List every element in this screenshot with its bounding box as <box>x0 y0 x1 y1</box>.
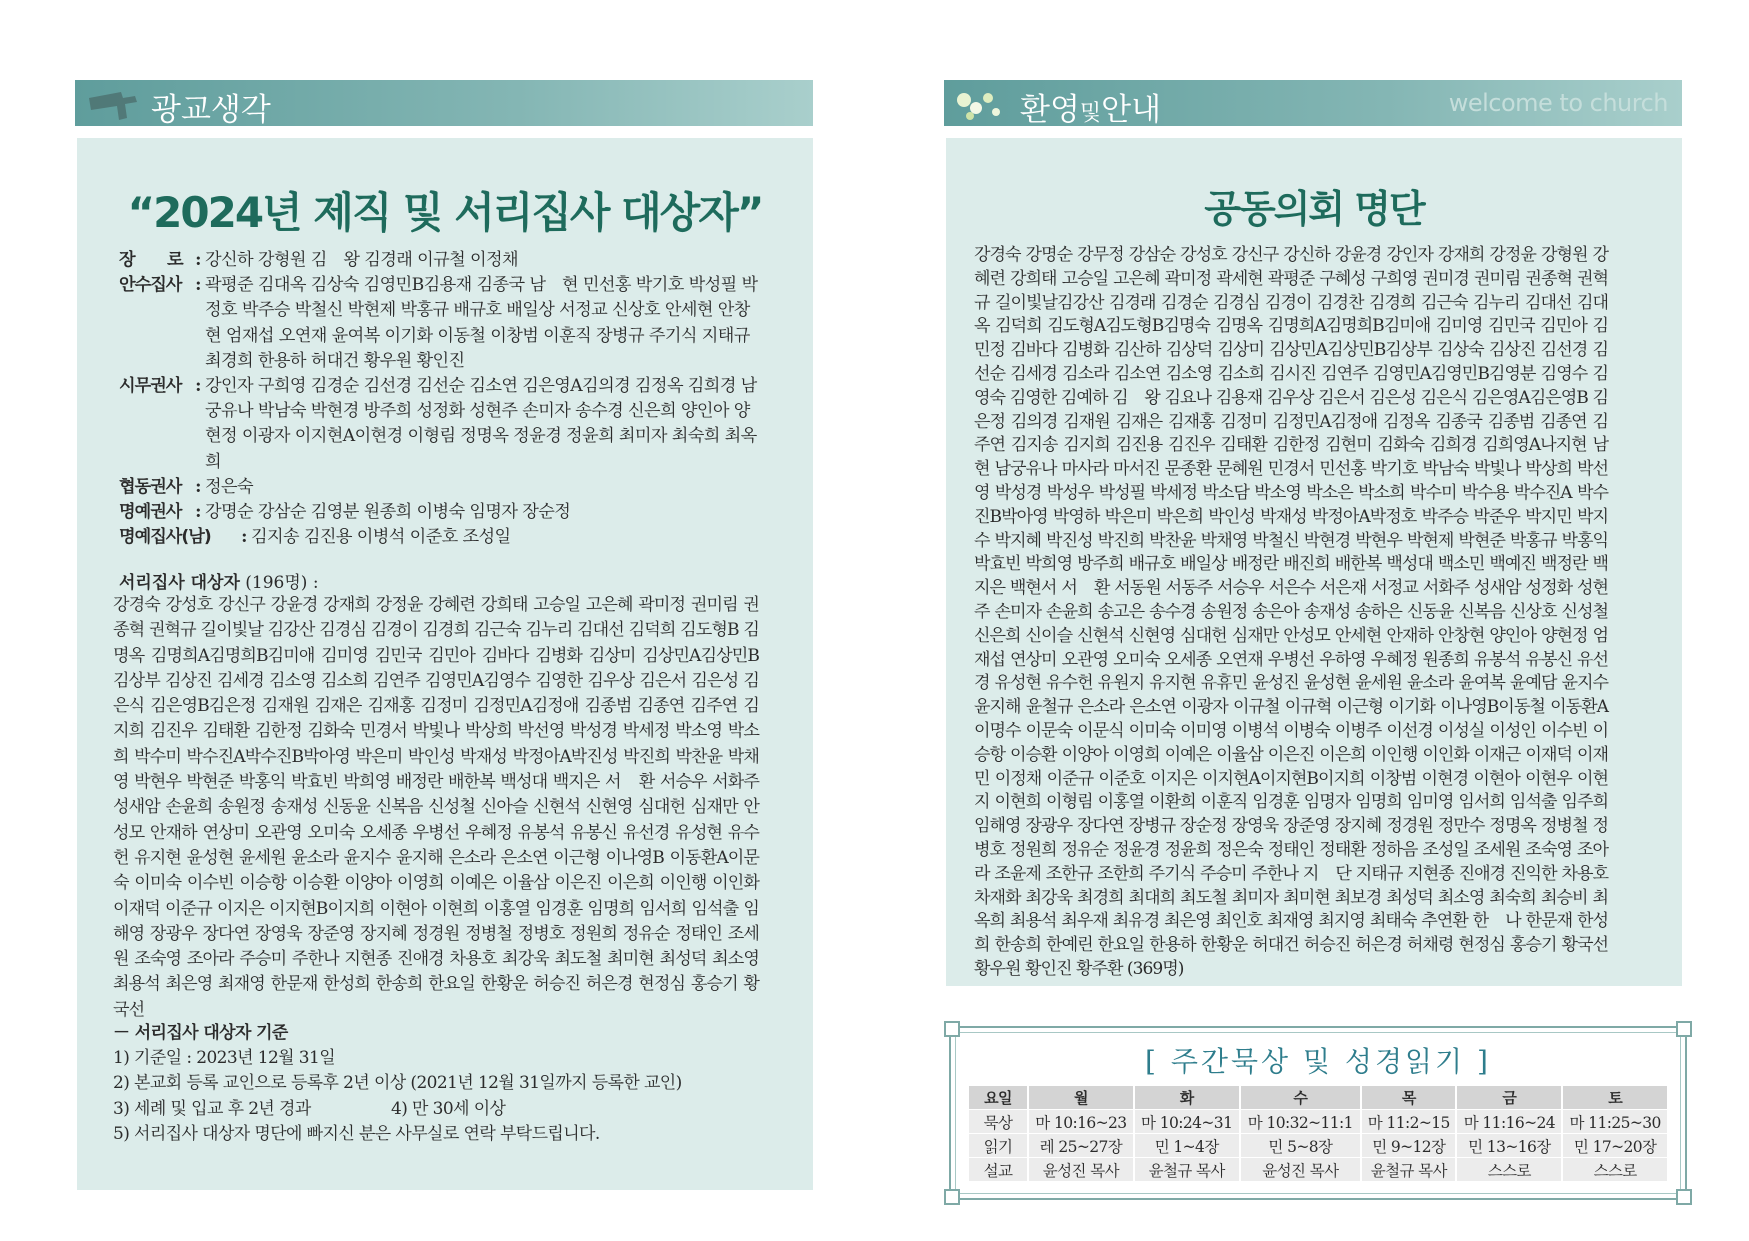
cross-icon <box>81 88 139 122</box>
seori-criteria <box>113 1021 773 1147</box>
seori-label: 서리집사 대상자 <box>119 573 240 593</box>
schedule-cell: 윤철규 목사 <box>1361 1158 1456 1182</box>
right-section-title: 환영및안내 <box>1020 92 1162 128</box>
role-label: 시무권사 <box>119 376 182 397</box>
role-row: 장 로 : 강신하 강형원 김 왕 김경래 이규철 이정채 <box>119 248 759 273</box>
role-names: 곽평준 김대옥 김상숙 김영민B김용재 김종국 남 현 민선홍 박기호 박성필 박정호 박주승 박철신 박현제 박홍규 배규호 배일상 서정교 신상호 안세현 안창현 엄재섭 오연재 윤여복 이기화 이동철 이창범 이훈직 장병규 주기식 지태규 최경희 한용하 허대건 황우원 황인진 <box>205 275 758 371</box>
schedule-header-row <box>969 1086 1667 1110</box>
flower-icon <box>950 88 1008 122</box>
schedule-row-label: 읽기 <box>969 1134 1028 1158</box>
criteria-item: 3) 세례 및 입교 후 2년 경과 <box>113 1098 311 1119</box>
schedule-cell: 윤성진 목사 <box>1240 1158 1362 1182</box>
reading-schedule-table <box>969 1086 1667 1182</box>
role-row: 협동권사 : 정은숙 <box>119 475 759 500</box>
welcome-caption: welcome to church <box>1448 89 1668 117</box>
seori-count: (196명) : <box>245 573 319 593</box>
role-names: 강명순 강삼순 김영분 원종희 이병숙 임명자 장순정 <box>205 502 571 523</box>
seori-heading <box>119 568 319 593</box>
role-row: 명예권사 : 강명순 강삼순 김영분 원종희 이병숙 임명자 장순정 <box>119 500 759 525</box>
schedule-row-reading <box>969 1134 1667 1158</box>
frame-corner <box>1676 1189 1692 1205</box>
role-label: 장 로 <box>119 250 183 270</box>
schedule-header-cell: 월 <box>1028 1086 1134 1110</box>
schedule-header-cell: 금 <box>1456 1086 1562 1110</box>
role-names: 김지송 김진용 이병석 이준호 조성일 <box>251 527 511 548</box>
schedule-row-meditation <box>969 1110 1667 1134</box>
frame-corner <box>1676 1021 1692 1037</box>
schedule-cell: 윤성진 목사 <box>1028 1158 1134 1182</box>
council-names: 강경숙 강명순 강무정 강삼순 강성호 강신구 강신하 강윤경 강인자 강재희 강정윤 강형원 강혜련 강희태 고승일 고은혜 곽미정 곽세현 곽평준 구혜성 구희영 권미경 권미림 권종혁 권혁규 길이빛날김강산 김경래 김경순 김경심 김경이 김경찬 김경희 김근숙 김누리 김대선 김대옥 김덕희 김도형A김도형B김명숙 김명옥 김명희A김명희B김미애 김미영 김민국 김민아 김민정 김바다 김병화 김산하 김상덕 김상미 김상민A김상민B김상부 김상숙 김상진 김선경 김선순 김세경 김소라 김소연 김소영 김소희 김시진 김연주 김영민A김영민B김영분 김영수 김영숙 김영한 김예하 김 왕 김요나 김용재 김우상 김은서 김은성 김은식 김은영A김은영B 김은정 김의경 김재원 김재은 김재홍 김정미 김정민A김정애 김정옥 김종국 김종범 김종연 김주연 김지송 김지희 김진용 김진우 김태환 김한정 김현미 김화숙 김희경 김희영A나지현 남 현 남궁유나 마사라 마서진 문종환 문혜원 민경서 민선홍 박기호 박남숙 박빛나 박상희 박선영 박성경 박성우 박성필 박세정 박소담 박소영 박소은 박소희 박수미 박수용 박수진A 박수진B박아영 박영하 박은미 박은희 박인성 박재성 박정아A박정호 박주승 박준우 박지민 박지수 박지혜 박진성 박진희 박찬윤 박채영 박철신 박현경 박현우 박현제 박현준 박홍규 박홍익 박효빈 박희영 방주희 배규호 배일상 배정란 배진희 배한복 백성대 백소민 백예진 백정란 백지은 백현서 서 환 서동원 서동주 서승우 서은수 서은재 서정교 서화주 성새암 성정화 성현주 손미자 손윤희 송고은 송수경 송원정 송은아 송재성 송하은 신동윤 신복음 신상호 신성철 신은희 신이슬 신현석 신현영 심대헌 심재만 안성모 안세현 안재하 안창현 양인아 양현정 엄재섭 연상미 오관영 오미숙 오세종 오연재 우병선 우하영 우혜정 원종희 유봉석 유봉신 유선경 유성현 유수헌 유원지 유지현 유휴민 윤성진 윤성현 윤세원 윤소라 윤여복 윤예담 윤지수 윤지해 윤철규 은소라 은소연 이광자 이규철 이규혁 이근형 이기화 이나영B이동철 이동환A이명수 이문숙 이문식 이미숙 이미영 이병석 이병숙 이병주 이선경 이성실 이성인 이수빈 이승항 이승환 이양아 이영희 이예은 이율삼 이은진 이은희 이인행 이인화 이재근 이재덕 이재민 이정채 이준규 이준호 이지은 이지현A이지현B이지희 이창범 이현경 이현아 이현우 이현지 이현희 이형림 이홍열 이환희 이훈직 임경훈 임명자 임명희 임미영 임서희 임석출 임주희 임해영 장광우 장다연 장병규 장순정 장영욱 장준영 장지혜 정경원 정만수 정명옥 정병철 정병호 정원희 정유순 정윤경 정윤희 정은숙 정태인 정태환 정하음 조성일 조세원 조숙영 조아라 조윤제 조한규 조한희 주기식 주승미 주한나 지 단 지태규 지현종 진애경 진익한 차용호 차재화 최강욱 최경희 최대희 최도철 최미자 최미현 최보경 최성덕 최소영 최숙희 최승비 최옥희 최용석 최우재 최유경 최은영 최인호 최재영 최지영 최태숙 추연환 한 나 한문재 한성희 한송희 한예린 한요일 한용하 한황운 허대건 허승진 허은경 허채령 현정심 홍승기 황국선 황우원 황인진 황주환 (369명) <box>974 245 1625 979</box>
schedule-cell: 스스로 <box>1562 1158 1667 1182</box>
schedule-row-sermon <box>969 1158 1667 1182</box>
schedule-header-cell: 화 <box>1134 1086 1240 1110</box>
role-names: 정은숙 <box>205 476 254 497</box>
left-section-header <box>75 80 813 126</box>
schedule-cell: 마 11:25~30 <box>1562 1110 1667 1134</box>
role-names: 강인자 구희영 김경순 김선경 김선순 김소연 김은영A김의경 김정옥 김희경 남궁유나 박남숙 박현경 방주희 성정화 성현주 손미자 송수경 신은희 양인아 양현정 이광자 이지현A이현경 이형림 정명옥 정윤경 정윤희 최미자 최숙희 최옥희 <box>205 376 757 472</box>
left-section-title: 광교생각 <box>151 92 271 128</box>
right-main-title: 공동의회 명단 <box>1204 187 1424 231</box>
criteria-item: 1) 기준일 : 2023년 12월 31일 <box>113 1048 336 1069</box>
left-main-title: “2024년 제직 및 서리집사 대상자” <box>127 188 763 237</box>
role-label: 명예집사(남) <box>119 527 211 548</box>
criteria-item: 5) 서리집사 대상자 명단에 빠지신 분은 사무실로 연락 부탁드립니다. <box>113 1123 600 1144</box>
schedule-header-cell: 수 <box>1240 1086 1362 1110</box>
criteria-item: 2) 본교회 등록 교인으로 등록후 2년 이상 (2021년 12월 31일까지 등록한 교인) <box>113 1073 682 1094</box>
schedule-header-cell: 요일 <box>969 1086 1028 1110</box>
schedule-row-label: 설교 <box>969 1158 1028 1182</box>
schedule-cell: 마 11:2~15 <box>1361 1110 1456 1134</box>
schedule-header-cell: 목 <box>1361 1086 1456 1110</box>
role-label: 협동권사 <box>119 476 182 497</box>
weekly-reading-box <box>949 1026 1687 1200</box>
schedule-cell: 마 11:16~24 <box>1456 1110 1562 1134</box>
right-panel <box>946 138 1682 986</box>
schedule-cell: 민 17~20장 <box>1562 1134 1667 1158</box>
schedule-cell: 마 10:32~11:1 <box>1240 1110 1362 1134</box>
schedule-cell: 민 1~4장 <box>1134 1134 1240 1158</box>
frame-corner <box>944 1021 960 1037</box>
schedule-cell: 스스로 <box>1456 1158 1562 1182</box>
schedule-cell: 민 5~8장 <box>1240 1134 1362 1158</box>
schedule-cell: 마 10:16~23 <box>1028 1110 1134 1134</box>
left-panel <box>77 138 813 1190</box>
role-row: 명예집사(남) : 김지송 김진용 이병석 이준호 조성일 <box>119 525 759 550</box>
schedule-cell: 윤철규 목사 <box>1134 1158 1240 1182</box>
schedule-cell: 민 13~16장 <box>1456 1134 1562 1158</box>
frame-corner <box>944 1189 960 1205</box>
seori-names: 강경숙 강성호 강신구 강윤경 강재희 강정윤 강혜련 강희태 고승일 고은혜 곽미정 권미림 권종혁 권혁규 길이빛날 김강산 김경심 김경이 김경희 김근숙 김누리 김대선 김덕희 김도형B 김명옥 김명희A김명희B김미애 김미영 김민국 김민아 김바다 김병화 김상미 김상민A김상민B 김상부 김상진 김세경 김소영 김소희 김연주 김영민A김영수 김영한 김우상 김은서 김은성 김은식 김은영B김은정 김재원 김재은 김재홍 김정미 김정민A김정애 김종범 김종연 김주연 김지희 김진우 김태환 김한정 김화숙 민경서 박빛나 박상희 박선영 박성경 박세정 박소영 박소희 박수미 박수진A박수진B박아영 박은미 박인성 박재성 박정아A박진성 박진희 박찬윤 박채영 박현우 박현준 박홍익 박효빈 박희영 배정란 배한복 백성대 백지은 서 환 서승우 서화주 성새암 손윤희 송원정 송재성 신동윤 신복음 신성철 신아슬 신현석 신현영 심대헌 심재만 안성모 안재하 연상미 오관영 오미숙 오세종 우병선 우혜정 유봉석 유봉신 유선경 유성현 유수헌 유지현 윤성현 윤세원 윤소라 윤지수 윤지해 은소라 은소연 이근형 이나영B 이동환A이문숙 이미숙 이수빈 이승항 이승환 이양아 이영희 이예은 이율삼 이은진 이은희 이인행 이인화 이재덕 이준규 이지은 이지현B이지희 이현아 이현희 이홍열 임경훈 임명희 임서희 임석출 임해영 장광우 장다연 장영욱 장준영 장지혜 정경원 정병철 정병호 정원희 정유순 정태인 조세원 조숙영 조아라 주승미 주한나 지현종 진애경 차용호 최강욱 최도철 최미현 최성덕 최소영 최용석 최은영 최재영 한문재 한성희 한송희 한요일 한황운 허승진 허은경 현정심 홍승기 황국선 <box>113 595 759 1020</box>
schedule-header-cell: 토 <box>1562 1086 1667 1110</box>
criteria-item: 4) 만 30세 이상 <box>391 1098 506 1119</box>
role-row: 안수집사 : 곽평준 김대옥 김상숙 김영민B김용재 김종국 남 현 민선홍 박기호 박성필 박정호 박주승 박철신 박현제 박홍규 배규호 배일상 서정교 신상호 안세현 안창현 엄재섭 오연재 윤여복 이기화 이동철 이창범 이훈직 장병규 주기식 지태규 최경희 한용하 허대건 황우원 황인진 <box>119 273 759 374</box>
officer-roles <box>119 248 759 550</box>
role-row: 시무권사 : 강인자 구희영 김경순 김선경 김선순 김소연 김은영A김의경 김정옥 김희경 남궁유나 박남숙 박현경 방주희 성정화 성현주 손미자 송수경 신은희 양인아 양현정 이광자 이지현A이현경 이형림 정명옥 정윤경 정윤희 최미자 최숙희 최옥희 <box>119 374 759 475</box>
schedule-cell: 민 9~12장 <box>1361 1134 1456 1158</box>
right-section-header <box>944 80 1682 126</box>
weekly-reading-title: [ 주간묵상 및 성경읽기 ] <box>1145 1045 1491 1078</box>
schedule-cell: 마 10:24~31 <box>1134 1110 1240 1134</box>
schedule-cell: 레 25~27장 <box>1028 1134 1134 1158</box>
schedule-row-label: 묵상 <box>969 1110 1028 1134</box>
role-label: 안수집사 <box>119 275 182 296</box>
role-names: 강신하 강형원 김 왕 김경래 이규철 이정채 <box>205 250 518 270</box>
role-label: 명예권사 <box>119 502 182 523</box>
criteria-title: － 서리집사 대상자 기준 <box>113 1023 288 1043</box>
